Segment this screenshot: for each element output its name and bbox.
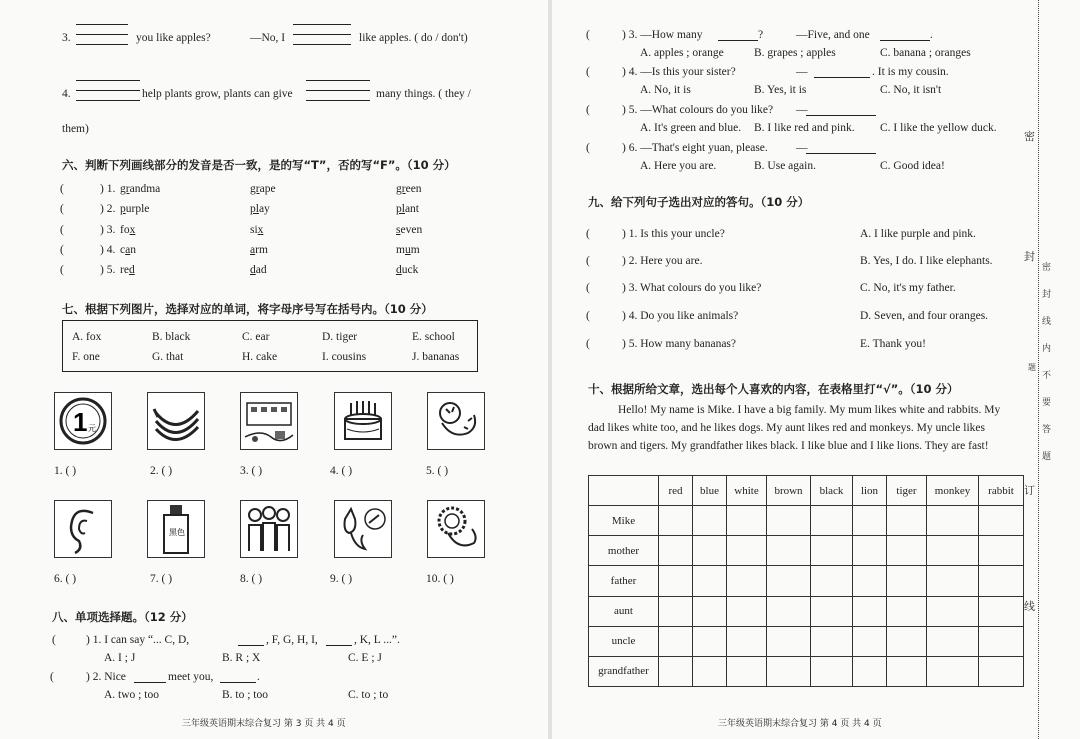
question-reply: — (796, 142, 808, 154)
match-answer: C. No, it's my father. (860, 282, 956, 294)
word-suffix: m (410, 244, 420, 256)
section-7-title: 七、根据下列图片，选择对应的单词，将字母序号写在括号内。（10 分） (62, 302, 433, 316)
option-b: B. grapes ; apples (754, 47, 836, 59)
match-answer: A. I like purple and pink. (860, 228, 976, 240)
picture-answer-slot[interactable]: 7. ( ) (150, 573, 173, 585)
check-cell[interactable] (811, 566, 853, 596)
check-cell[interactable] (767, 656, 811, 686)
answer-blank[interactable] (806, 153, 876, 154)
check-cell[interactable] (887, 506, 927, 536)
table-row (589, 506, 1024, 536)
row-paren[interactable]: ( (60, 224, 64, 236)
lion-icon (427, 500, 485, 558)
word (120, 183, 160, 196)
check-cell[interactable] (659, 536, 693, 566)
word (120, 224, 135, 237)
q8-1-paren: ( (52, 634, 56, 646)
match-paren[interactable]: ( (586, 228, 590, 240)
check-cell[interactable] (927, 566, 979, 596)
word-suffix: ad (255, 264, 267, 276)
row-number: ) 1. (100, 183, 116, 195)
check-cell[interactable] (887, 536, 927, 566)
q4-blank-2a[interactable] (306, 80, 370, 81)
check-cell[interactable] (887, 656, 927, 686)
word-option: C. ear (242, 331, 270, 343)
q8-2-option-c: C. to ; to (348, 689, 389, 701)
check-cell[interactable] (979, 536, 1024, 566)
option-b: B. Yes, it is (754, 84, 807, 96)
section-9-title: 九、给下列句子选出对应的答句。（10 分） (588, 195, 810, 209)
word-option: G. that (152, 351, 184, 363)
word-underlined-part: gr (250, 183, 260, 195)
check-cell[interactable] (767, 626, 811, 656)
check-cell[interactable] (811, 626, 853, 656)
word-prefix: m (396, 244, 405, 256)
row-paren[interactable]: ( (60, 203, 64, 215)
bananas-icon (147, 392, 205, 450)
word (396, 183, 422, 196)
check-cell[interactable] (693, 506, 727, 536)
check-cell[interactable] (979, 566, 1024, 596)
check-cell[interactable] (767, 536, 811, 566)
word (250, 203, 270, 216)
word-option: H. cake (242, 351, 278, 363)
match-paren[interactable]: ( (586, 255, 590, 267)
row-paren[interactable]: ( (60, 244, 64, 256)
question-stem: ) 3. —How many (622, 29, 703, 41)
word-prefix: si (250, 224, 258, 236)
match-paren[interactable]: ( (586, 338, 590, 350)
option-b: B. I like red and pink. (754, 122, 855, 134)
check-cell[interactable] (767, 506, 811, 536)
ink-bottle-icon (147, 500, 205, 558)
table-row (589, 656, 1024, 686)
match-question: ) 2. Here you are. (622, 255, 703, 267)
ear-icon (54, 500, 112, 558)
check-cell[interactable] (853, 506, 887, 536)
row-paren[interactable]: ( (60, 264, 64, 276)
passage-line-1: Hello! My name is Mike. I have a big family. My mum likes white and rabbits. My (618, 404, 1001, 416)
column-header: tiger (887, 476, 927, 506)
q8-1-blank-1[interactable] (238, 645, 264, 646)
coin-icon (54, 392, 112, 450)
q8-2-blank-1[interactable] (134, 682, 166, 683)
check-cell[interactable] (693, 536, 727, 566)
column-header: brown (767, 476, 811, 506)
q8-1-end: , K, L ...”. (354, 634, 400, 646)
match-answer: D. Seven, and four oranges. (860, 310, 989, 322)
seal-mark-feng: 封 (1024, 250, 1035, 263)
check-cell[interactable] (927, 596, 979, 626)
question-end: . (930, 29, 933, 41)
word-prefix: c (120, 244, 126, 256)
word (250, 183, 276, 196)
answer-blank[interactable] (814, 77, 870, 78)
word (250, 244, 268, 257)
word-suffix: ant (404, 203, 420, 215)
check-cell[interactable] (659, 596, 693, 626)
word (120, 203, 149, 216)
seal-mark-ding: 订 (1024, 484, 1035, 497)
question-reply: — (796, 66, 808, 78)
tiger-icon (427, 392, 485, 450)
match-paren[interactable]: ( (586, 310, 590, 322)
picture-answer-slot[interactable]: 6. ( ) (54, 573, 77, 585)
row-header: mother (589, 536, 659, 566)
check-cell[interactable] (727, 626, 767, 656)
check-cell[interactable] (853, 566, 887, 596)
picture-answer-slot[interactable]: 9. ( ) (330, 573, 353, 585)
check-cell[interactable] (659, 566, 693, 596)
q4-number: 4. (62, 88, 71, 100)
word-suffix: uck (401, 264, 419, 276)
check-cell[interactable] (811, 536, 853, 566)
section-8-title: 八、单项选择题。（12 分） (52, 610, 193, 624)
q3-blank-1b[interactable] (76, 34, 128, 35)
q4-blank-1c[interactable] (76, 100, 140, 101)
word-underlined-part: x (129, 224, 136, 236)
word-suffix: ay (258, 203, 270, 215)
table-row (589, 626, 1024, 656)
word-underlined-part: a (250, 244, 256, 256)
q3-blank-2c[interactable] (293, 44, 351, 45)
word (396, 264, 418, 277)
option-a: A. Here you are. (640, 160, 717, 172)
column-header: white (727, 476, 767, 506)
column-header: black (811, 476, 853, 506)
match-question: ) 1. Is this your uncle? (622, 228, 725, 240)
word-underlined-part: pl (250, 203, 259, 215)
seal-mark-mi: 密 (1024, 130, 1035, 143)
word-underlined-part: s (396, 224, 401, 236)
word-bank-box (62, 320, 478, 372)
question-stem: ) 5. —What colours do you like? (622, 104, 774, 116)
word-suffix: een (405, 183, 422, 195)
check-cell[interactable] (927, 626, 979, 656)
column-header: monkey (927, 476, 979, 506)
q4-continuation: them) (62, 123, 89, 135)
word-prefix: re (120, 264, 129, 276)
check-cell[interactable] (887, 626, 927, 656)
match-answer: B. Yes, I do. I like elephants. (860, 255, 993, 267)
picture-answer-slot[interactable]: 5. ( ) (426, 465, 449, 477)
q8-2-stem: ) 2. Nice (86, 671, 126, 683)
check-cell[interactable] (811, 506, 853, 536)
word-suffix: rm (255, 244, 268, 256)
check-cell[interactable] (887, 596, 927, 626)
check-cell[interactable] (659, 656, 693, 686)
table-header-row (589, 476, 1024, 506)
row-paren[interactable]: ( (60, 183, 64, 195)
left-page-footer: 三年级英语期末综合复习 第 3 页 共 4 页 (182, 719, 346, 729)
option-c: C. No, it isn't (880, 84, 942, 96)
q3-number: 3. (62, 32, 71, 44)
option-c: C. Good idea! (880, 160, 945, 172)
coin-unit: 元 (88, 424, 96, 433)
check-cell[interactable] (887, 566, 927, 596)
option-a: A. No, it is (640, 84, 691, 96)
match-question: ) 4. Do you like animals? (622, 310, 739, 322)
check-cell[interactable] (853, 626, 887, 656)
match-answer: E. Thank you! (860, 338, 926, 350)
table-row (589, 596, 1024, 626)
question-reply: — (796, 104, 808, 116)
question-end: . It is my cousin. (872, 66, 949, 78)
cake-icon (334, 392, 392, 450)
check-cell[interactable] (727, 536, 767, 566)
check-cell[interactable] (979, 506, 1024, 536)
q8-2-end: . (257, 671, 260, 683)
word-underlined-part: gr (120, 183, 130, 195)
seal-mark-xian: 线 (1024, 600, 1035, 613)
q8-1-option-b: B. R ; X (222, 652, 261, 664)
question-mark: ? (758, 29, 764, 41)
table-row (589, 536, 1024, 566)
word-underlined-part: u (404, 244, 411, 256)
ink-label: 黑色 (169, 528, 185, 537)
word-underlined-part: p (120, 203, 126, 215)
column-header: lion (853, 476, 887, 506)
q3-blank-1a[interactable] (76, 24, 128, 25)
q8-2-option-a: A. two ; too (104, 689, 159, 701)
word-underlined-part: d (396, 264, 402, 276)
word (250, 264, 267, 277)
question-paren[interactable]: ( (586, 29, 590, 41)
word-underlined-part: d (128, 264, 135, 276)
word-underlined-part: d (250, 264, 256, 276)
option-c: C. I like the yellow duck. (880, 122, 997, 134)
q4-blank-1b[interactable] (76, 90, 140, 91)
check-cell[interactable] (927, 536, 979, 566)
word-option: J. bananas (412, 351, 460, 363)
preference-table (588, 475, 1024, 687)
check-cell[interactable] (927, 506, 979, 536)
row-header: father (589, 566, 659, 596)
word (120, 244, 136, 257)
fox-icon (334, 500, 392, 558)
check-cell[interactable] (727, 596, 767, 626)
seal-line (1038, 0, 1039, 739)
word-option: E. school (412, 331, 455, 343)
check-cell[interactable] (767, 566, 811, 596)
answer-blank[interactable] (718, 40, 758, 41)
option-a: A. apples ; orange (640, 47, 724, 59)
column-header: rabbit (979, 476, 1024, 506)
q4-blank-2b[interactable] (306, 90, 370, 91)
word-option: I. cousins (322, 351, 367, 363)
column-header: red (659, 476, 693, 506)
section-10-title: 十、根据所给文章，选出每个人喜欢的内容，在表格里打“√”。（10 分） (588, 382, 959, 396)
right-page (552, 0, 1080, 739)
word-suffix: andma (129, 183, 161, 195)
row-number: ) 5. (100, 264, 116, 276)
word-underlined-part: x (257, 224, 264, 236)
check-cell[interactable] (811, 596, 853, 626)
word-underlined-part: pl (396, 203, 405, 215)
right-page-footer: 三年级英语期末综合复习 第 4 页 共 4 页 (718, 719, 882, 729)
picture-answer-slot[interactable]: 3. ( ) (240, 465, 263, 477)
word-suffix: ape (259, 183, 276, 195)
q8-1-option-a: A. I ; J (104, 652, 136, 664)
answer-blank[interactable] (806, 115, 876, 116)
check-cell[interactable] (659, 506, 693, 536)
word (250, 224, 263, 237)
question-reply: —Five, and one (796, 29, 870, 41)
question-paren[interactable]: ( (586, 66, 590, 78)
table-row (589, 566, 1024, 596)
word-option: D. tiger (322, 331, 358, 343)
word (396, 203, 419, 216)
word-suffix: n (130, 244, 136, 256)
q8-1-stem: ) 1. I can say “... C, D, (86, 634, 190, 646)
q3-end: like apples. ( do / don't) (359, 32, 468, 44)
check-cell[interactable] (853, 596, 887, 626)
q3-blank-2b[interactable] (293, 34, 351, 35)
option-c: C. banana ; oranges (880, 47, 971, 59)
question-paren[interactable]: ( (586, 104, 590, 116)
row-number: ) 2. (100, 203, 116, 215)
row-number: ) 3. (100, 224, 116, 236)
q4-text: help plants grow, plants can give (142, 88, 293, 100)
check-cell[interactable] (693, 626, 727, 656)
word-suffix: even (400, 224, 423, 236)
passage-line-2: dad likes white too, and he likes dogs. My aunt likes red and monkeys. My uncle likes (588, 422, 986, 434)
column-header: blue (693, 476, 727, 506)
row-header: uncle (589, 626, 659, 656)
seal-mark-ti: 题 (1028, 363, 1036, 372)
match-question: ) 3. What colours do you like? (622, 282, 762, 294)
word-underlined-part: a (125, 244, 131, 256)
picture-answer-slot[interactable]: 10. ( ) (426, 573, 454, 585)
check-cell[interactable] (727, 566, 767, 596)
check-cell[interactable] (693, 656, 727, 686)
check-cell[interactable] (853, 536, 887, 566)
q3-blank-2a[interactable] (293, 24, 351, 25)
check-cell[interactable] (659, 626, 693, 656)
check-cell[interactable] (767, 596, 811, 626)
word (396, 224, 422, 237)
q8-2-blank-2[interactable] (220, 682, 256, 683)
check-cell[interactable] (979, 656, 1024, 686)
check-cell[interactable] (927, 656, 979, 686)
picture-answer-slot[interactable]: 4. ( ) (330, 465, 353, 477)
row-number: ) 4. (100, 244, 116, 256)
picture-answer-slot[interactable]: 2. ( ) (150, 465, 173, 477)
q3-text: you like apples? (136, 32, 211, 44)
q8-2-paren: ( (50, 671, 54, 683)
word-prefix: fo (120, 224, 130, 236)
seal-note: 密 封 线 内 不 要 答 题 (1042, 263, 1052, 462)
picture-answer-slot[interactable]: 8. ( ) (240, 573, 263, 585)
passage-line-3: brown and tigers. My grandfather likes black. I like blue and I like lions. They are fast! (588, 440, 989, 452)
q8-1-blank-2[interactable] (326, 645, 352, 646)
q8-2-option-b: B. to ; too (222, 689, 269, 701)
q4-blank-1a[interactable] (76, 80, 140, 81)
picture-answer-slot[interactable]: 1. ( ) (54, 465, 77, 477)
q4-end: many things. ( they / (376, 88, 471, 100)
match-paren[interactable]: ( (586, 282, 590, 294)
check-cell[interactable] (693, 566, 727, 596)
answer-blank[interactable] (880, 40, 930, 41)
option-a: A. It's green and blue. (640, 122, 742, 134)
q3-reply: —No, I (250, 32, 286, 44)
q8-2-mid: meet you, (168, 671, 214, 683)
check-cell[interactable] (853, 656, 887, 686)
check-cell[interactable] (727, 506, 767, 536)
section-6-title: 六、判断下列画线部分的发音是否一致，是的写“T”，否的写“F”。（10 分） (62, 158, 456, 172)
cousins-icon (240, 500, 298, 558)
word-underlined-part: gr (396, 183, 406, 195)
q3-blank-1c[interactable] (76, 44, 128, 45)
q8-1-option-c: C. E ; J (348, 652, 382, 664)
option-b: B. Use again. (754, 160, 816, 172)
coin-number: 1 (73, 407, 88, 437)
word-option: F. one (72, 351, 100, 363)
check-cell[interactable] (727, 656, 767, 686)
word-suffix: urple (125, 203, 150, 215)
check-cell[interactable] (979, 626, 1024, 656)
row-header: Mike (589, 506, 659, 536)
q8-1-mid: , F, G, H, I, (266, 634, 318, 646)
word (120, 264, 135, 277)
word (396, 244, 420, 257)
school-icon (240, 392, 298, 450)
match-question: ) 5. How many bananas? (622, 338, 737, 350)
row-header: aunt (589, 596, 659, 626)
row-header: grandfather (589, 656, 659, 686)
word-option: B. black (152, 331, 191, 343)
question-stem: ) 6. —That's eight yuan, please. (622, 142, 768, 154)
word-option: A. fox (72, 331, 102, 343)
check-cell[interactable] (811, 656, 853, 686)
check-cell[interactable] (979, 596, 1024, 626)
check-cell[interactable] (693, 596, 727, 626)
question-paren[interactable]: ( (586, 142, 590, 154)
q4-blank-2c[interactable] (306, 100, 370, 101)
question-stem: ) 4. —Is this your sister? (622, 66, 736, 78)
column-header (589, 476, 659, 506)
